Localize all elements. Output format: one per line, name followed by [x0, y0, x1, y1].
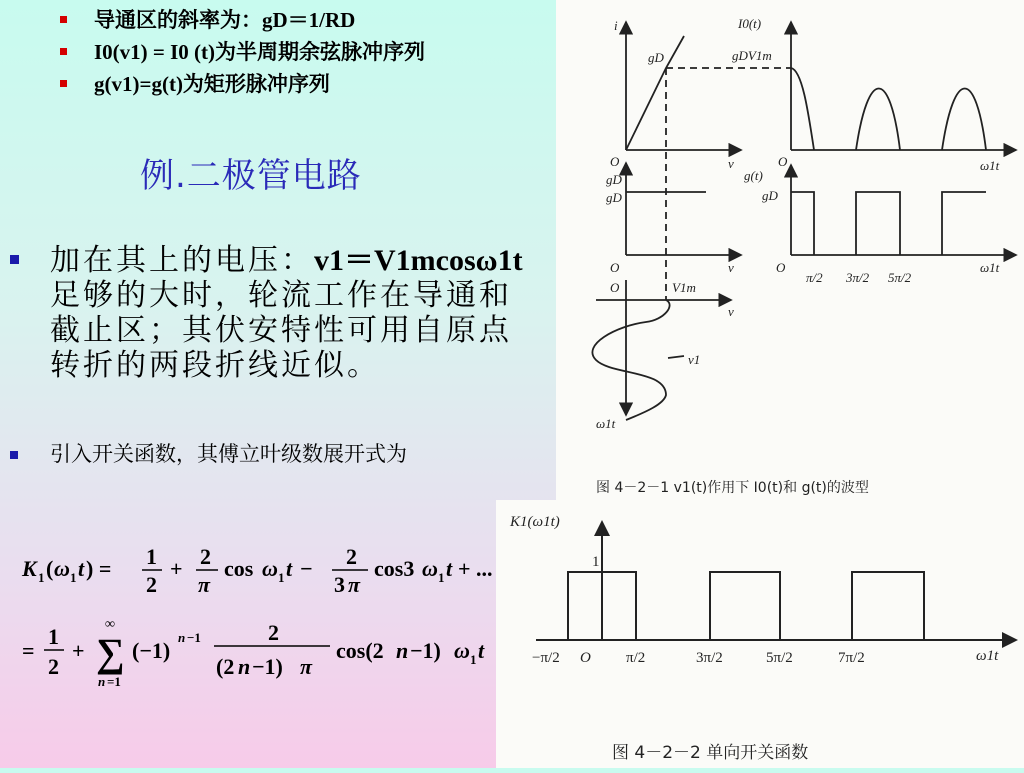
svg-text:2: 2	[268, 620, 279, 645]
red-bullet-icon	[60, 48, 67, 55]
switch-function-figure-4-2-2	[496, 500, 1024, 768]
figure-4-2-1-caption: 图 4－2－1 v1(t)作用下 I0(t)和 g(t)的波型	[596, 480, 869, 496]
tick-pi-2: π/2	[806, 270, 823, 285]
gt-axis-label: g(t)	[744, 168, 763, 183]
svg-text:1: 1	[470, 652, 477, 667]
svg-text:−1): −1)	[410, 638, 441, 663]
svg-text:−1: −1	[187, 630, 201, 645]
svg-text:=: =	[22, 638, 35, 663]
svg-text:t: t	[446, 556, 453, 581]
tick-5pi-2: 5π/2	[766, 650, 793, 666]
v-axis-label-1: v	[728, 156, 734, 171]
svg-text:n: n	[98, 674, 106, 689]
tick-3pi-2: 3π/2	[696, 650, 723, 666]
top-bullet-2	[60, 36, 560, 68]
fourier-formula	[10, 528, 500, 698]
paragraph-prefix: 加在其上的电压：	[50, 243, 314, 278]
level-one-label: 1	[592, 554, 600, 570]
red-bullet-icon	[60, 16, 67, 23]
svg-text:n: n	[178, 630, 186, 645]
origin-label-2: O	[778, 154, 788, 169]
voltage-formula: v1＝V1mcosω1t	[314, 244, 523, 277]
svg-text:+: +	[170, 556, 183, 581]
paragraph-line-2: 足够的大时，轮流工作在导通和	[50, 278, 512, 313]
svg-text:+ ...: + ...	[458, 556, 493, 581]
g-axis-label: gD	[606, 172, 622, 187]
origin-label-5: O	[610, 280, 620, 295]
svg-text:−: −	[300, 556, 313, 581]
tick-7pi-2: 7π/2	[838, 650, 865, 666]
example-heading: 例.二极管电路	[140, 156, 362, 196]
paragraph-line-4: 转折的两段折线近似。	[50, 348, 380, 383]
svg-text:2: 2	[48, 654, 59, 679]
w1t-axis-label-2: ω1t	[980, 260, 1000, 275]
svg-text:1: 1	[146, 544, 157, 569]
v-axis-label-2: v	[728, 260, 734, 275]
switch-function-figure-svg	[496, 500, 1024, 768]
svg-text:t: t	[478, 638, 485, 663]
gd-level-label-2: gD	[762, 188, 778, 203]
tick-origin: O	[580, 650, 591, 666]
top-bullet-1-text: 导通区的斜率为：gD＝1/RD	[94, 8, 356, 32]
k1-axis-label: K1(ω1t)	[510, 514, 560, 530]
svg-text:cos3: cos3	[374, 556, 415, 581]
waveform-figure-4-2-1	[556, 0, 1024, 500]
paragraph-line-3: 截止区；其伏安特性可用自原点	[50, 313, 512, 348]
tick-pi-2: π/2	[626, 650, 646, 666]
v1-curve-label: v1	[688, 352, 701, 367]
i-axis-label: i	[614, 18, 618, 33]
svg-text:1: 1	[48, 624, 59, 649]
red-bullet-icon	[60, 80, 67, 87]
top-bullet-list	[60, 4, 560, 100]
svg-text:=1: =1	[107, 674, 121, 689]
svg-text:1: 1	[438, 570, 445, 585]
svg-text:2: 2	[346, 544, 357, 569]
top-bullet-1	[60, 4, 560, 36]
svg-text:2: 2	[200, 544, 211, 569]
svg-text:(: (	[46, 556, 54, 581]
svg-text:n: n	[396, 638, 409, 663]
svg-text:n: n	[238, 654, 251, 679]
svg-text:t: t	[286, 556, 293, 581]
svg-text:ω: ω	[54, 556, 70, 581]
top-bullet-3	[60, 68, 560, 100]
svg-text:3: 3	[334, 572, 345, 597]
svg-text:1: 1	[38, 570, 45, 585]
fourier-formula-svg	[10, 528, 500, 698]
tick-neg-pi-2: −π/2	[532, 650, 560, 666]
blue-bullet-icon	[10, 451, 18, 459]
tick-3pi-2: 3π/2	[846, 270, 870, 285]
svg-text:) =: ) =	[86, 556, 112, 581]
origin-label-4: O	[776, 260, 786, 275]
top-bullet-3-text: g(v1)=g(t)为矩形脉冲序列	[94, 72, 330, 96]
svg-text:π: π	[198, 572, 211, 597]
w1t-axis-label: ω1t	[976, 648, 999, 664]
top-bullet-2-text: I0(v1) = I0 (t)为半周期余弦脉冲序列	[94, 40, 426, 64]
v1m-label: V1m	[672, 280, 696, 295]
svg-text:2: 2	[146, 572, 157, 597]
figure-4-2-2-caption: 图 4－2－2 单向开关函数	[612, 743, 809, 763]
waveform-figure-svg	[556, 0, 1024, 500]
switch-function-text: 引入开关函数，其傅立叶级数展开式为	[50, 442, 407, 466]
svg-text:∞: ∞	[105, 617, 115, 632]
w1t-axis-label-3: ω1t	[596, 416, 616, 431]
blue-bullet-icon	[10, 255, 19, 264]
svg-text:cos: cos	[224, 556, 254, 581]
svg-text:1: 1	[70, 570, 77, 585]
paragraph-line-1	[50, 243, 523, 278]
svg-text:cos(2: cos(2	[336, 638, 384, 663]
tick-5pi-2: 5π/2	[888, 270, 912, 285]
w1t-axis-label-1: ω1t	[980, 158, 1000, 173]
svg-text:t: t	[78, 556, 85, 581]
svg-text:π: π	[348, 572, 361, 597]
svg-text:+: +	[72, 638, 85, 663]
i0t-axis-label: I0(t)	[738, 16, 762, 31]
gdv1m-label: gDV1m	[732, 48, 772, 63]
svg-text:ω: ω	[262, 556, 278, 581]
svg-text:−1): −1)	[252, 654, 283, 679]
origin-label-3: O	[610, 260, 620, 275]
svg-text:ω: ω	[454, 638, 470, 663]
svg-text:(2: (2	[216, 654, 235, 679]
origin-label-1: O	[610, 154, 620, 169]
svg-text:K: K	[22, 556, 37, 581]
svg-text:1: 1	[278, 570, 285, 585]
svg-text:∑: ∑	[96, 630, 125, 675]
gd-slope-label: gD	[648, 50, 664, 65]
gd-level-label-1: gD	[606, 190, 622, 205]
svg-text:ω: ω	[422, 556, 438, 581]
svg-text:π: π	[300, 654, 313, 679]
svg-text:(−1): (−1)	[132, 638, 171, 663]
v-axis-label-3: v	[728, 304, 734, 319]
